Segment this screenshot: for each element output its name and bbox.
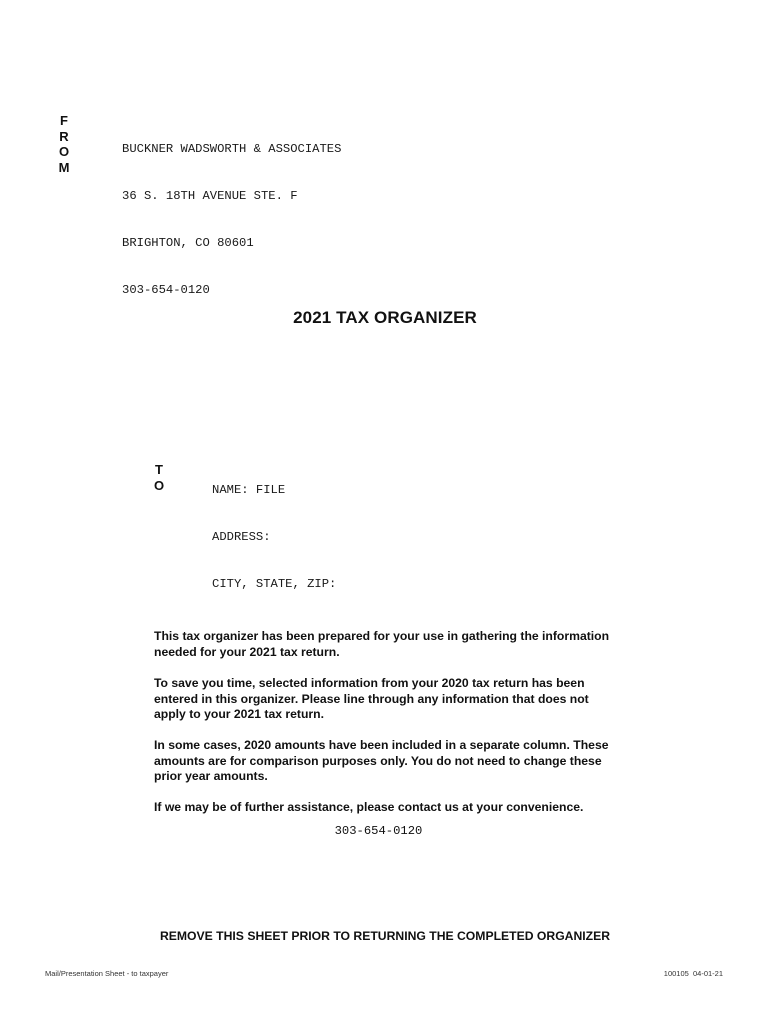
paragraph-line: entered in this organizer. Please line through any information that does not [154, 691, 589, 706]
prior-year-paragraph [154, 738, 634, 785]
paragraph-line: If we may be of further assistance, please contact us at your convenience. [154, 800, 584, 814]
to-label-letter: T [155, 462, 163, 477]
paragraph-line: prior year amounts. [154, 769, 268, 784]
paragraph-line: In some cases, 2020 amounts have been included in a separate column. These [154, 738, 609, 752]
to-label-letter: O [153, 477, 165, 493]
from-label-letter: F [60, 113, 68, 128]
prefilled-info-paragraph [154, 676, 634, 723]
paragraph-line: needed for your 2021 tax return. [154, 644, 340, 659]
from-label [57, 113, 71, 175]
from-label-letter: M [58, 159, 70, 175]
paragraph-line: amounts are for comparison purposes only. You do not need to change these [154, 753, 602, 768]
from-label-letter: R [59, 128, 69, 144]
paragraph-line: apply to your 2021 tax return. [154, 707, 325, 722]
assistance-paragraph [154, 800, 634, 816]
intro-paragraph [154, 629, 634, 660]
paragraph-line: To save you time, selected information from your 2020 tax return has been [154, 676, 585, 690]
sender-name: BUCKNER WADSWORTH & ASSOCIATES [122, 142, 342, 157]
to-label [152, 462, 166, 493]
footer-form-code: 100105 04-01-21 [663, 969, 723, 978]
sender-city-state-zip: BRIGHTON, CO 80601 [122, 235, 254, 250]
recipient-name: NAME: FILE [212, 483, 286, 498]
paragraph-line: This tax organizer has been prepared for your use in gathering the information [154, 629, 610, 643]
recipient-address-line: ADDRESS: [212, 529, 271, 544]
remove-sheet-notice: REMOVE THIS SHEET PRIOR TO RETURNING THE COMPLETED ORGANIZER [159, 929, 611, 943]
sender-phone: 303-654-0120 [122, 282, 210, 297]
sender-address [122, 111, 341, 314]
sender-street: 36 S. 18TH AVENUE STE. F [122, 188, 298, 203]
footer-form-description: Mail/Presentation Sheet - to taxpayer [45, 969, 169, 978]
contact-phone: 303-654-0120 [334, 824, 423, 838]
from-label-letter: O [58, 144, 70, 159]
recipient-city-state-zip: CITY, STATE, ZIP: [212, 576, 337, 591]
page-title: 2021 TAX ORGANIZER [293, 308, 477, 327]
recipient-address [212, 452, 336, 608]
